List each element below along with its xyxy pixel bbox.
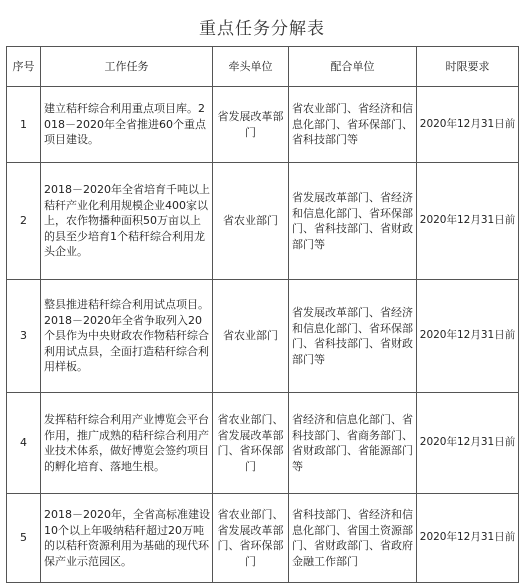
- row-deadline: 2020年12月31日前: [417, 494, 519, 583]
- row-deadline: 2020年12月31日前: [417, 393, 519, 494]
- task-breakdown-table: [6, 46, 519, 583]
- row-deadline: 2020年12月31日前: [417, 87, 519, 163]
- row-coop: 省农业部门、省经济和信息化部门、省环保部门、省科技部门等: [289, 87, 417, 163]
- row-lead: 省发展改革部门: [213, 87, 289, 163]
- row-deadline: 2020年12月31日前: [417, 163, 519, 280]
- header-num: 序号: [7, 47, 41, 87]
- header-task: 工作任务: [41, 47, 213, 87]
- row-lead: 省农业部门: [213, 280, 289, 393]
- row-coop: 省经济和信息化部门、省科技部门、省商务部门、省财政部门、省能源部门等: [289, 393, 417, 494]
- table-row: [7, 280, 519, 393]
- row-num: 1: [7, 87, 41, 163]
- row-coop: 省发展改革部门、省经济和信息化部门、省环保部门、省科技部门、省财政部门等: [289, 163, 417, 280]
- table-row: [7, 87, 519, 163]
- row-coop: 省发展改革部门、省经济和信息化部门、省环保部门、省科技部门、省财政部门等: [289, 280, 417, 393]
- row-task: 建立秸秆综合利用重点项目库。2018－2020年全省推进60个重点项目建设。: [41, 87, 213, 163]
- row-lead: 省农业部门: [213, 163, 289, 280]
- row-task: 发挥秸秆综合利用产业博览会平台作用，推广成熟的秸秆综合利用产业技术体系，做好博览会签约项目的孵化培育、落地生根。: [41, 393, 213, 494]
- row-task: 2018－2020年，全省高标准建设10个以上年吸纳秸秆超过20万吨的以秸秆资源利用为基础的现代环保产业示范园区。: [41, 494, 213, 583]
- table-row: [7, 163, 519, 280]
- header-lead: 牵头单位: [213, 47, 289, 87]
- row-num: 5: [7, 494, 41, 583]
- header-deadline: 时限要求: [417, 47, 519, 87]
- row-lead: 省农业部门、省发展改革部门、省环保部门: [213, 393, 289, 494]
- table-row: [7, 494, 519, 583]
- row-num: 4: [7, 393, 41, 494]
- table-row: [7, 393, 519, 494]
- row-deadline: 2020年12月31日前: [417, 280, 519, 393]
- header-coop: 配合单位: [289, 47, 417, 87]
- row-lead: 省农业部门、省发展改革部门、省环保部门: [213, 494, 289, 583]
- row-task: 整县推进秸秆综合利用试点项目。2018－2020年全省争取列入20个县作为中央财政农作物秸秆综合利用试点县，全面打造秸秆综合利用样板。: [41, 280, 213, 393]
- header-row: [7, 47, 519, 87]
- row-task: 2018－2020年全省培育千吨以上秸秆产业化利用规模企业400家以上，农作物播种面积50万亩以上的县至少培育1个秸秆综合利用龙头企业。: [41, 163, 213, 280]
- table-title: 重点任务分解表: [199, 19, 325, 39]
- row-coop: 省科技部门、省经济和信息化部门、省国土资源部门、省财政部门、省政府金融工作部门: [289, 494, 417, 583]
- row-num: 3: [7, 280, 41, 393]
- row-num: 2: [7, 163, 41, 280]
